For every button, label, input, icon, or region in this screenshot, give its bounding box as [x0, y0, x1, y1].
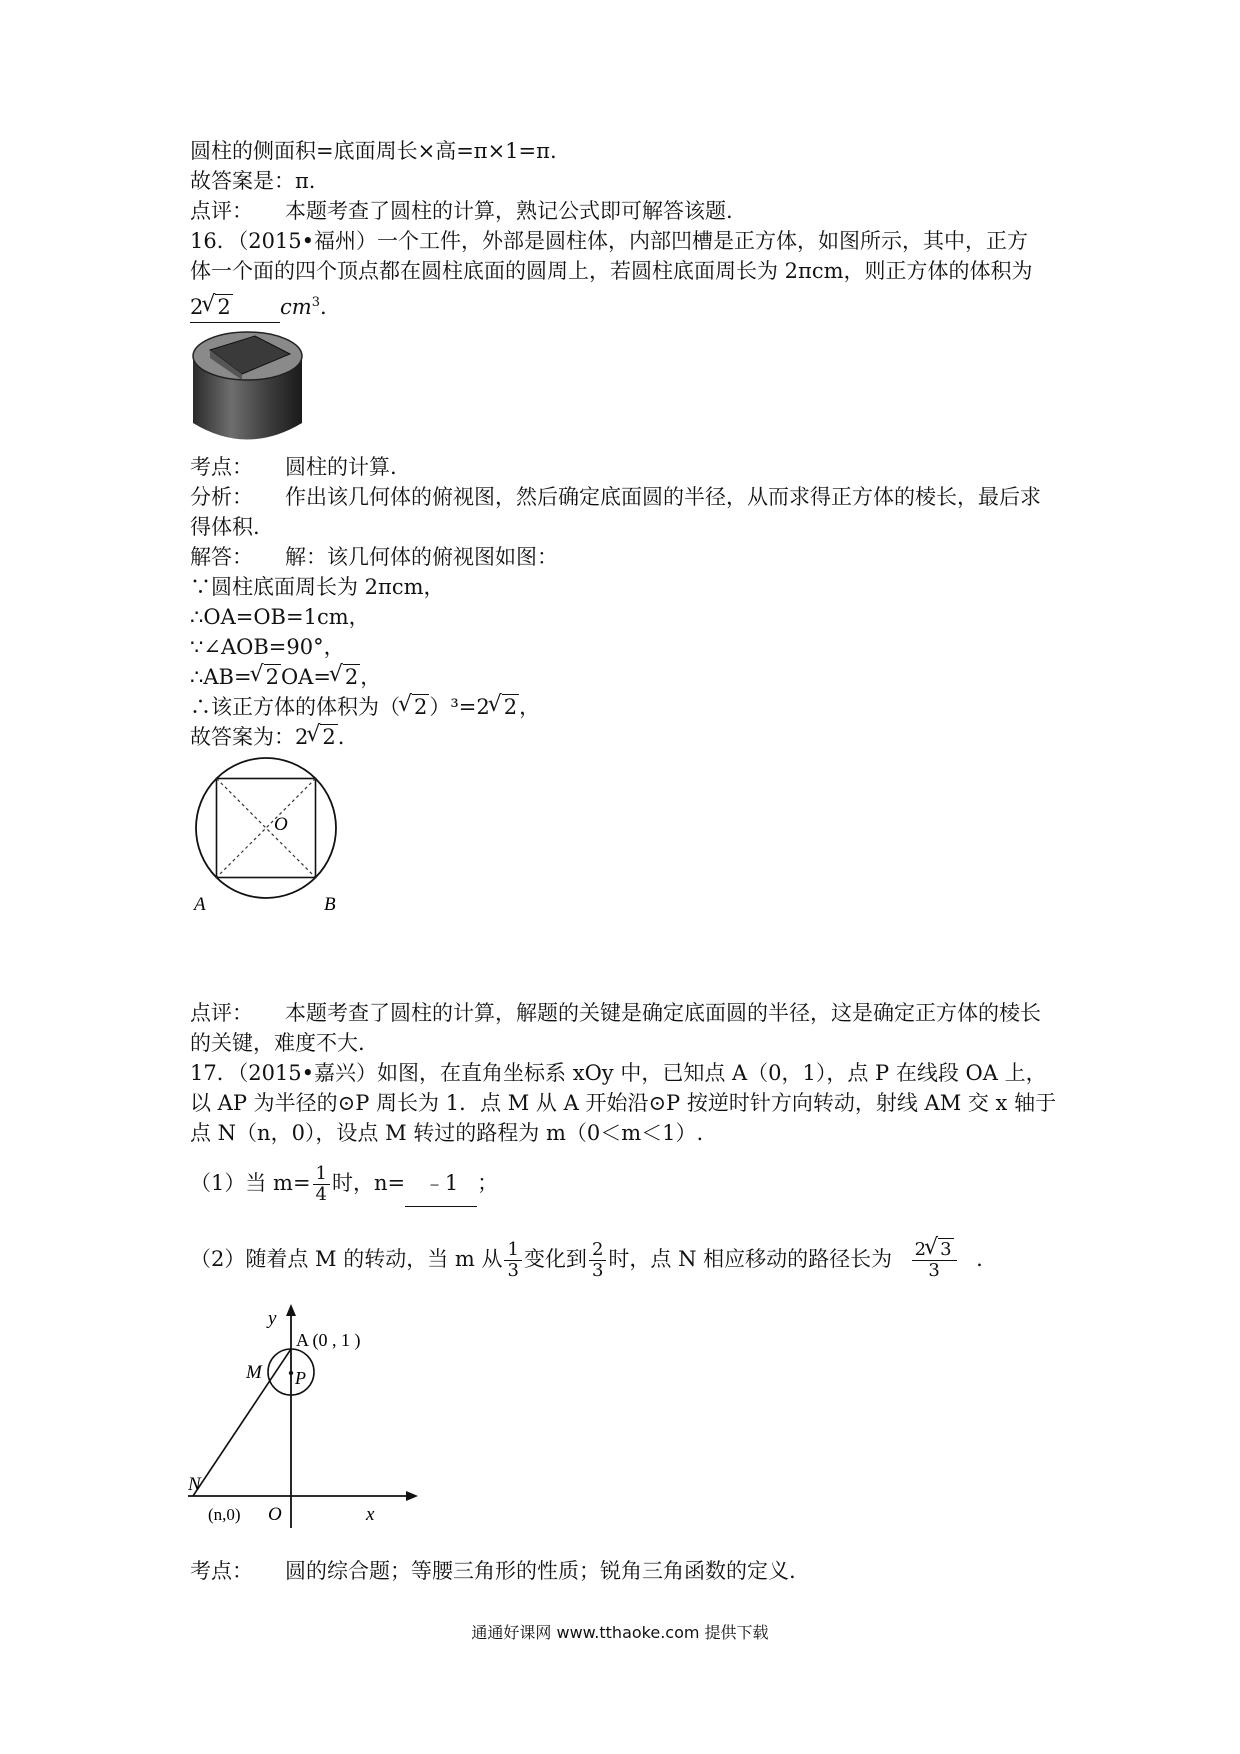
solution-label: 解答： [190, 545, 253, 569]
inscribed-square [217, 779, 316, 878]
comment-text: 本题考查了圆柱的计算，熟记公式即可解答该题. [285, 199, 733, 223]
label-O: O [268, 1504, 282, 1525]
step-2: ∴OA=OB=1cm， [190, 605, 370, 629]
answer-fraction: $\frac{2√ 3}{3}$ [912, 1240, 957, 1281]
unit-cm: cm [280, 295, 312, 319]
solution-header [190, 542, 558, 572]
step-6: 故答案为：2√ 2. [190, 722, 344, 752]
part-2: （2）随着点 M 的转动，当 m 从 $\frac{1}{3}$ 变化到 $\frac{2}{3}$ 时，点 N 相应移动的路径长为 $\frac{2√ 3}{3}$ . [190, 1236, 983, 1282]
kaodian-label: 考点： [190, 455, 253, 479]
sqrt-symbol [331, 662, 360, 692]
question-16-answer: 2√ 2 $cm^3$. [190, 288, 327, 323]
diagonal-1 [217, 779, 316, 878]
sqrt-symbol [203, 292, 232, 322]
answer-blank [190, 292, 280, 323]
label-P: P [295, 1368, 306, 1388]
answer-line: 故答案是：π. [190, 169, 316, 193]
step-5: ∴该正方体的体积为（√ 2）³=2√ 2， [190, 692, 540, 722]
sqrt-symbol [308, 722, 337, 752]
solution-intro: 解：该几何体的俯视图如图： [285, 545, 558, 569]
part-2-text-a: （2）随着点 M 的转动，当 m 从 [190, 1247, 503, 1271]
part-1: （1）当 m= $\frac{1}{4}$ 时，n= ﹣1 ； [190, 1160, 498, 1207]
analysis-text: 作出该几何体的俯视图，然后确定底面圆的半径，从而求得正方体的棱长，最后求 [285, 485, 1041, 509]
sqrt-symbol [252, 662, 281, 692]
label-O: O [274, 814, 288, 835]
comment-label: 点评： [190, 199, 253, 223]
radicand: 2 [265, 665, 279, 689]
step-6-text: 故答案为：2 [190, 725, 309, 749]
part-2-text-b: 变化到 [523, 1247, 587, 1271]
label-B: B [324, 894, 336, 915]
question-16-line2: 体一个面的四个顶点都在圆柱底面的圆周上，若圆柱底面周长为 2πcm，则正方体的体积为 [190, 259, 1033, 283]
step-4-part-a: ∴AB= [190, 665, 252, 689]
answer-radicand: 2 [217, 295, 231, 319]
question-17-line3: 点 N（n，0），设点 M 转过的路程为 m（0＜m＜1）. [190, 1121, 704, 1145]
page-footer: 通通好课网 www.tthaoke.com 提供下载 [471, 1623, 769, 1642]
step-1: ∵圆柱底面周长为 2πcm， [190, 575, 445, 599]
comment2-text: 本题考查了圆柱的计算，解题的关键是确定底面圆的半径，这是确定正方体的棱长 [285, 1001, 1041, 1025]
question-16-line1: 16．（2015•福州）一个工件，外部是圆柱体，内部凹槽是正方体，如图所示，其中，正方 [190, 229, 1029, 253]
label-A: A (0 , 1 ) [296, 1330, 361, 1350]
solution-line-lateral-area: 圆柱的侧面积=底面周长×高=π×1=π. [190, 139, 557, 163]
step-3: ∵∠AOB=90°， [190, 635, 345, 659]
unit-exponent: 3 [311, 295, 320, 310]
part-1-text: （1）当 m= [190, 1171, 311, 1195]
top-view-figure [186, 756, 346, 916]
label-x: x [366, 1504, 375, 1525]
label-y: y [268, 1308, 277, 1329]
comment-line [190, 196, 733, 226]
comment2-line1 [190, 998, 1041, 1028]
step-4-part-b: OA= [280, 665, 331, 689]
fraction-one-quarter: $\frac{1}{4}$ [313, 1164, 330, 1205]
label-n0: (n,0) [208, 1505, 241, 1524]
part-1-text-b: 时，n= [332, 1171, 406, 1195]
question-17-line2: 以 AP 为半径的⊙P 周长为 1．点 M 从 A 开始沿⊙P 按逆时针方向转动，射线 AM 交 x 轴于 [190, 1091, 1057, 1115]
ray-AM [193, 1349, 291, 1496]
step-5-part-a: ∴该正方体的体积为（ [190, 695, 400, 719]
radicand: 2 [344, 665, 359, 689]
answer-coefficient: 2 [190, 295, 204, 319]
kaodian2-text: 圆的综合题；等腰三角形的性质；锐角三角函数的定义. [285, 1559, 796, 1583]
step-5-part-b: ）³=2 [429, 695, 490, 719]
kaodian-line [190, 452, 397, 482]
part-1-answer-blank: ﹣1 [405, 1160, 477, 1207]
analysis-line2: 得体积. [190, 515, 260, 539]
step-4: ∴AB=√ 2OA=√ 2， [190, 662, 381, 692]
sqrt-symbol [490, 692, 519, 722]
kaodian2-label: 考点： [190, 1559, 253, 1583]
kaodian2-line [190, 1556, 796, 1586]
diagonal-2 [217, 779, 316, 878]
fraction-one-third: $\frac{1}{3}$ [504, 1240, 521, 1281]
comment2-line2: 的关键，难度不大. [190, 1031, 365, 1055]
sqrt-symbol [400, 692, 429, 722]
label-N: N [188, 1474, 201, 1495]
radicand: 2 [322, 725, 336, 749]
kaodian-text: 圆柱的计算. [285, 455, 397, 479]
label-M: M [246, 1362, 262, 1383]
analysis-label: 分析： [190, 485, 253, 509]
comment2-label: 点评： [190, 1001, 253, 1025]
cylinder-figure [190, 328, 305, 446]
radicand: 2 [503, 695, 518, 719]
question-17-line1: 17．（2015•嘉兴）如图，在直角坐标系 xOy 中，已知点 A（0，1），点 P 在线段 OA 上， [190, 1061, 1047, 1085]
point-P [289, 1371, 293, 1375]
radicand: 2 [414, 695, 428, 719]
part-2-text-c: 时，点 N 相应移动的路径长为 [608, 1247, 893, 1271]
part-2-answer-blank [892, 1236, 976, 1282]
label-A: A [194, 894, 206, 915]
coordinate-figure [188, 1300, 428, 1540]
analysis-line1 [190, 482, 1041, 512]
fraction-two-thirds: $\frac{2}{3}$ [589, 1240, 606, 1281]
